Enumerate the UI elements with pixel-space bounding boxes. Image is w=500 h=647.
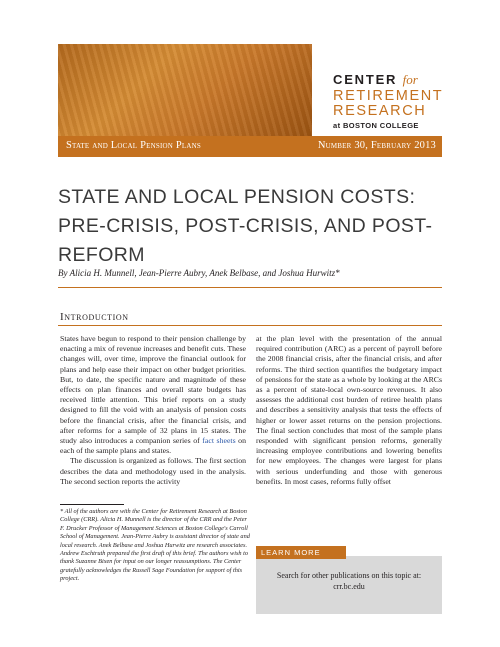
learn-more-label: LEARN MORE <box>256 546 346 559</box>
logo-line-center <box>333 72 443 88</box>
fact-sheets-link[interactable]: fact sheets <box>202 436 236 446</box>
left-column <box>60 334 246 487</box>
logo-line-retirement: RETIREMENT <box>333 88 444 104</box>
logo-for-text: for <box>402 72 418 87</box>
learn-more-text <box>256 570 442 592</box>
learn-more-url[interactable]: crr.bc.edu <box>333 582 365 591</box>
right-column: at the plan level with the presentation of the annual required contribution (ARC) as a percent of payroll before the 2008 financial crisis, after the financial crisis, and after reforms. The third section quantifies the budgetary impact of pensions for the state as a whole by looking at the ARCs as a percent of state-local own-source revenues. It also assesses the additional cost burden of retiree health plans and describes a sensitivity analysis that tests the effects of higher or lower asset returns on the pension projections. The final section concludes that most of the sample plans responded with significant pension reforms, generally increasing employee contributions and lowering benefits for new employees. The changes were largest for plans with serious underfunding and those with generous benefits. In most cases, reforms fully offset <box>256 334 442 486</box>
intro-text: States have begun to respond to their pension challenge by enacting a mix of revenue increases and benefit cuts. These changes will, over time, improve the financial outlook for plans and help ease their impact on other budget priorities. But, to date, the specific nature and magnitude of these effects on plan finances and overall state budgets has received little attention. This brief reports on a study designed to fill the void with an analysis of pension costs before the financial crisis, after the financial crisis, and after reforms for a sample of 32 plans in 15 states. The study also introduces a companion series of <box>60 334 246 446</box>
intro-paragraph-1 <box>60 334 246 456</box>
series-title: State and Local Pension Plans <box>66 140 201 151</box>
page-title: STATE AND LOCAL PENSION COSTS: PRE-CRISIS, POST-CRISIS, AND POST-REFORM <box>58 186 433 266</box>
divider <box>58 287 442 288</box>
section-heading: Introduction <box>60 311 129 323</box>
learn-more-line: Search for other publications on this topic at: <box>276 571 422 580</box>
footnote-rule <box>60 504 124 505</box>
logo-line-college: at BOSTON COLLEGE <box>333 121 419 130</box>
section-divider <box>58 325 442 326</box>
issue-number: Number 30, February 2013 <box>317 140 436 151</box>
intro-paragraph-2: The discussion is organized as follows. The first section describes the data and methodology used in the analysis. The second section reports the activity <box>60 456 246 486</box>
logo-line-research: RESEARCH <box>333 103 427 119</box>
crr-logo[interactable] <box>333 72 443 130</box>
logo-center-text: CENTER <box>333 72 398 87</box>
header-photo <box>58 44 312 136</box>
intro-text-end: on each of the sample plans and states. <box>60 436 246 456</box>
byline: By Alicia H. Munnell, Jean-Pierre Aubry, Anek Belbase, and Joshua Hurwitz* <box>58 268 340 278</box>
footnote: * All of the authors are with the Center for Retirement Research at Boston College (CRR). Alicia H. Munnell is the director of the CRR and the Peter F. Drucker Professor of Management Sciences at Boston College's Carroll School of Management. Jean-Pierre Aubry is assistant director of state and local research. Anek Belbase and Joshua Hurwitz are research associates. Andrew Eschtruth prepared the first draft of this brief. The authors wish to thank Suzanne Bixen for input on our longer reassumptions. The Center gratefully acknowledges the Russell Sage Foundation for support of this project. <box>60 508 250 583</box>
